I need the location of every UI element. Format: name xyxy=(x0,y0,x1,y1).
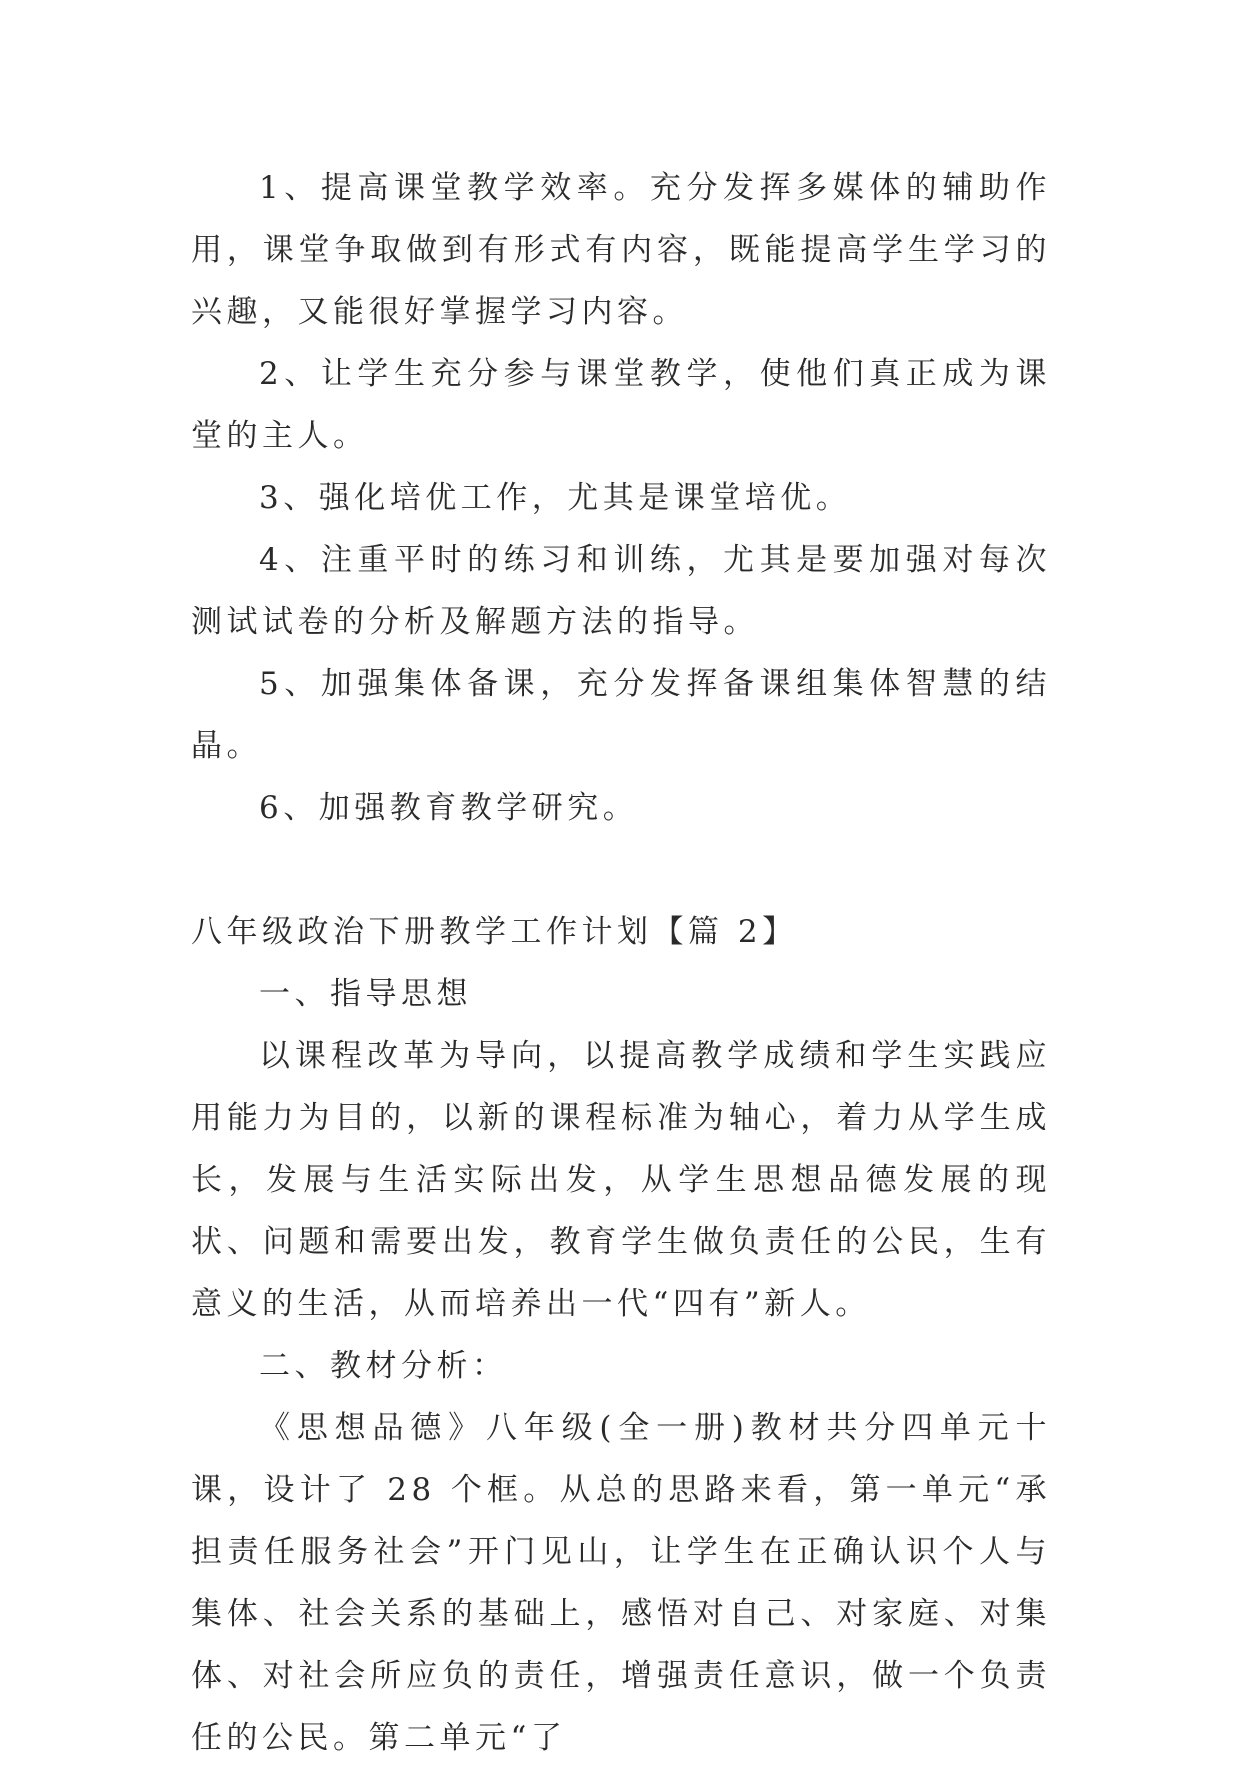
plan-item-1: 1、提高课堂教学效率。充分发挥多媒体的辅助作用，课堂争取做到有形式有内容，既能提高学生学习的兴趣，又能很好掌握学习内容。 xyxy=(191,170,1051,330)
plan-item-2: 2、让学生充分参与课堂教学，使他们真正成为课堂的主人。 xyxy=(191,356,1051,454)
heading-textbook-analysis: 二、教材分析： xyxy=(259,1348,508,1384)
document-body xyxy=(191,157,1051,1769)
plan-item-4: 4、注重平时的练习和训练，尤其是要加强对每次测试试卷的分析及解题方法的指导。 xyxy=(191,542,1051,640)
paragraph-textbook-analysis: 《思想品德》八年级(全一册)教材共分四单元十课，设计了 28 个框。从总的思路来看，第一单元“承担责任服务社会”开门见山，让学生在正确认识个人与集体、社会关系的基础上，感悟对自己、对家庭、对集体、对社会所应负的责任，增强责任意识，做一个负责任的公民。第二单元“了 xyxy=(191,1410,1051,1756)
paragraph-guiding-ideology: 以课程改革为导向，以提高教学成绩和学生实践应用能力为目的，以新的课程标准为轴心，着力从学生成长，发展与生活实际出发，从学生思想品德发展的现状、问题和需要出发，教育学生做负责任的公民，生有意义的生活，从而培养出一代“四有”新人。 xyxy=(191,1038,1051,1322)
section-title: 八年级政治下册教学工作计划【篇 2】 xyxy=(191,914,798,950)
plan-item-5: 5、加强集体备课，充分发挥备课组集体智慧的结晶。 xyxy=(191,666,1051,764)
plan-item-6: 6、加强教育教学研究。 xyxy=(259,790,639,826)
plan-item-3: 3、强化培优工作，尤其是课堂培优。 xyxy=(259,480,852,516)
heading-guiding-ideology: 一、指导思想 xyxy=(259,976,472,1012)
section-gap xyxy=(191,839,1051,901)
